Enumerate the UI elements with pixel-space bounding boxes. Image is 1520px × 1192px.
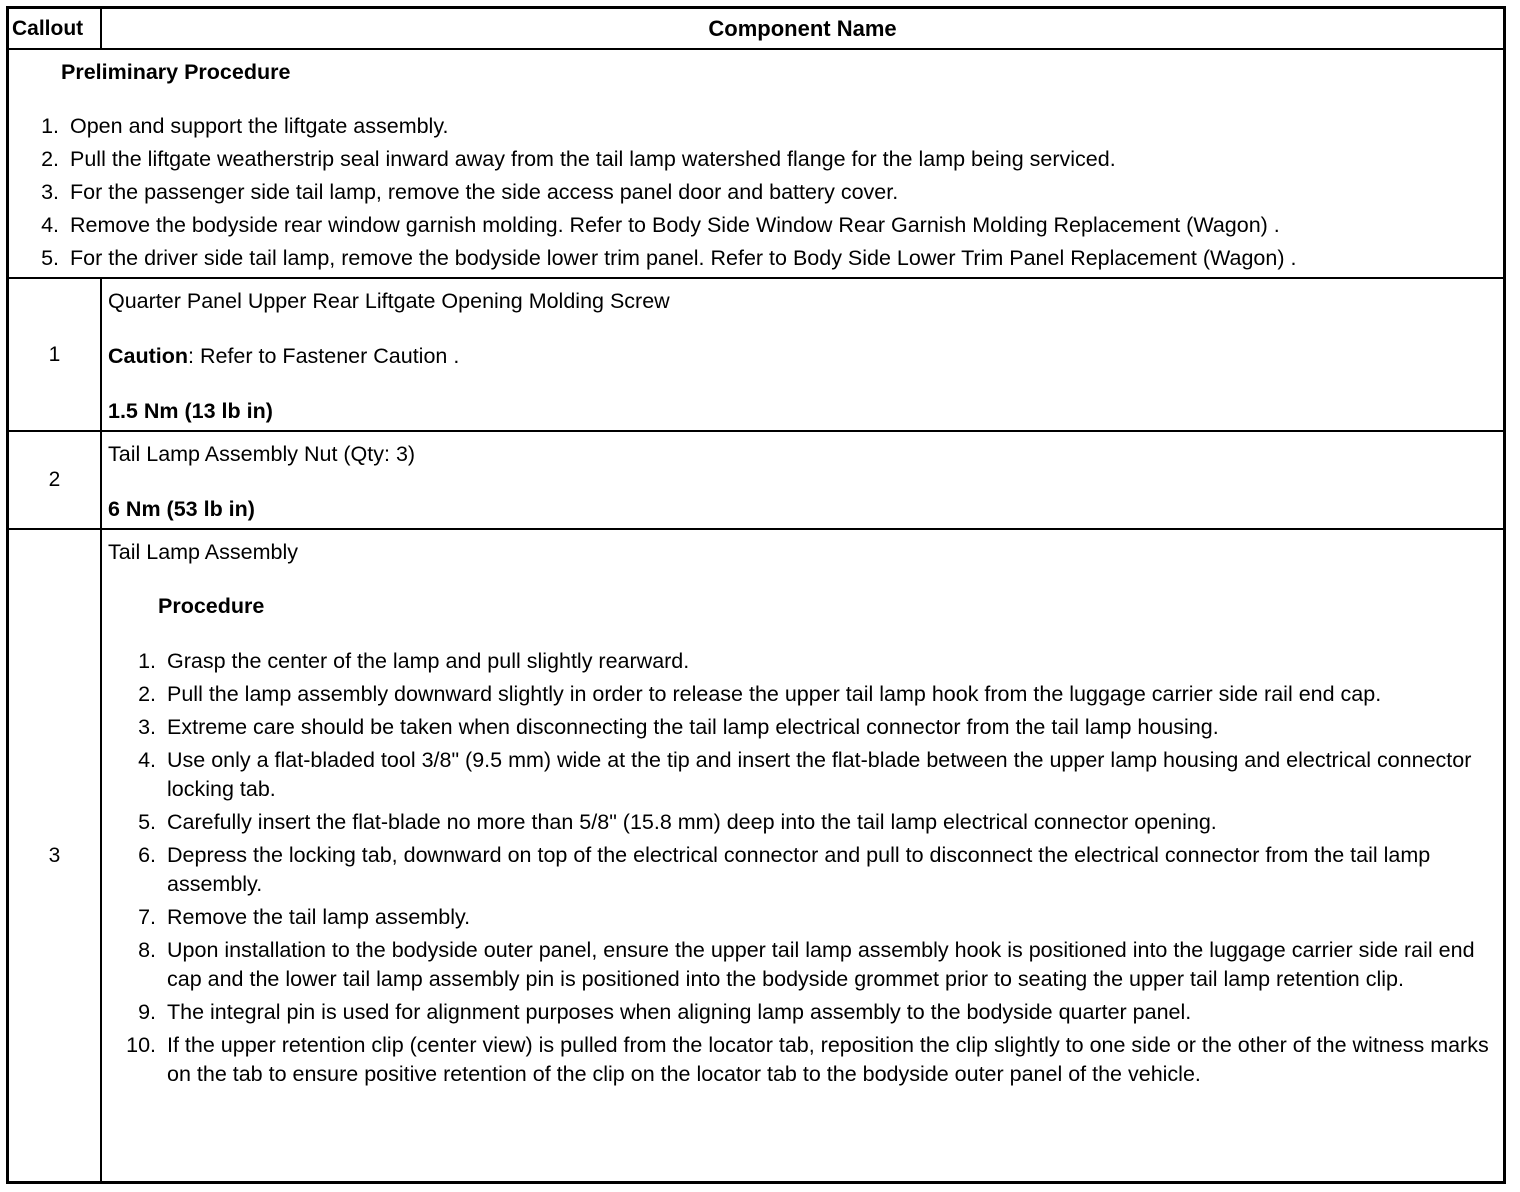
component-name-header: [102, 9, 1503, 48]
component-name: Tail Lamp Assembly: [108, 540, 298, 564]
callout-number: 1: [9, 279, 102, 430]
table-row: [9, 528, 1503, 1181]
callout-header: Callout: [9, 9, 102, 48]
list-item: 9. The integral pin is used for alignment purposes when aligning lamp assembly to the bodyside quarter panel.: [138, 1000, 1192, 1024]
torque-spec: 6 Nm (53 lb in): [108, 497, 255, 521]
list-item: 7. Remove the tail lamp assembly.: [138, 905, 471, 929]
table-row: [9, 430, 1503, 528]
torque-spec: 1.5 Nm (13 lb in): [108, 399, 273, 423]
table-row: [9, 277, 1503, 430]
list-item: 3. For the passenger side tail lamp, remove the side access panel door and battery cover.: [41, 180, 899, 204]
list-item: 6. Depress the locking tab, downward on top of the electrical connector and pull to disconnect the electrical connector from the tail lamp assembly.: [138, 843, 1431, 896]
preliminary-procedure-section: [9, 48, 1503, 277]
caution-label: Caution: [108, 344, 189, 368]
list-item: 4. Use only a flat-bladed tool 3/8" (9.5 mm) wide at the tip and insert the flat-blade between the upper lamp housing and electrical connector locking tab.: [138, 748, 1472, 801]
callout-number: 2: [9, 432, 102, 528]
list-item: 2. Pull the lamp assembly downward slightly in order to release the upper tail lamp hook from the luggage carrier side rail end cap.: [138, 682, 1382, 706]
component-name-header-text: Component Name: [708, 15, 897, 41]
component-name: Tail Lamp Assembly Nut (Qty: 3): [108, 442, 416, 466]
component-cell: [102, 279, 1503, 430]
caution-note: [108, 342, 459, 371]
procedure-title: Procedure: [158, 594, 265, 618]
list-item: 10. If the upper retention clip (center view) is pulled from the locator tab, reposition the clip slightly to one side or the other of the witness marks on the tab to ensure positive retention of the clip on the locator tab to the bodyside outer panel of the vehicle.: [126, 1033, 1489, 1086]
list-item: 1. Grasp the center of the lamp and pull slightly rearward.: [138, 649, 690, 673]
component-cell: [102, 432, 1503, 528]
list-item: 3. Extreme care should be taken when disconnecting the tail lamp electrical connector from the tail lamp housing.: [138, 715, 1219, 739]
list-item: 2. Pull the liftgate weatherstrip seal inward away from the tail lamp watershed flange for the lamp being serviced.: [41, 147, 1116, 171]
component-cell: [102, 530, 1503, 1181]
list-item: 1. Open and support the liftgate assembly.: [41, 114, 449, 138]
list-item: 4. Remove the bodyside rear window garnish molding. Refer to Body Side Window Rear Garnish Molding Replacement (Wagon) .: [41, 213, 1280, 237]
caution-text: : Refer to Fastener Caution .: [188, 344, 460, 368]
list-item: 8. Upon installation to the bodyside outer panel, ensure the upper tail lamp assembly hook is positioned into the luggage carrier side rail end cap and the lower tail lamp assembly pin is positioned into the bodyside grommet prior to seating the upper tail lamp retention clip.: [138, 938, 1475, 991]
preliminary-procedure-title: Preliminary Procedure: [61, 60, 291, 84]
component-table: [6, 6, 1506, 1184]
callout-number: 3: [9, 530, 102, 1181]
component-name: Quarter Panel Upper Rear Liftgate Opening Molding Screw: [108, 289, 670, 313]
table-header: [9, 9, 1503, 48]
preliminary-steps-list: [19, 112, 1495, 277]
procedure-steps-list: [116, 647, 1493, 1093]
list-item: 5. Carefully insert the flat-blade no more than 5/8" (15.8 mm) deep into the tail lamp electrical connector opening.: [138, 810, 1217, 834]
list-item: 5. For the driver side tail lamp, remove the bodyside lower trim panel. Refer to Body Side Lower Trim Panel Replacement (Wagon) .: [41, 246, 1297, 270]
